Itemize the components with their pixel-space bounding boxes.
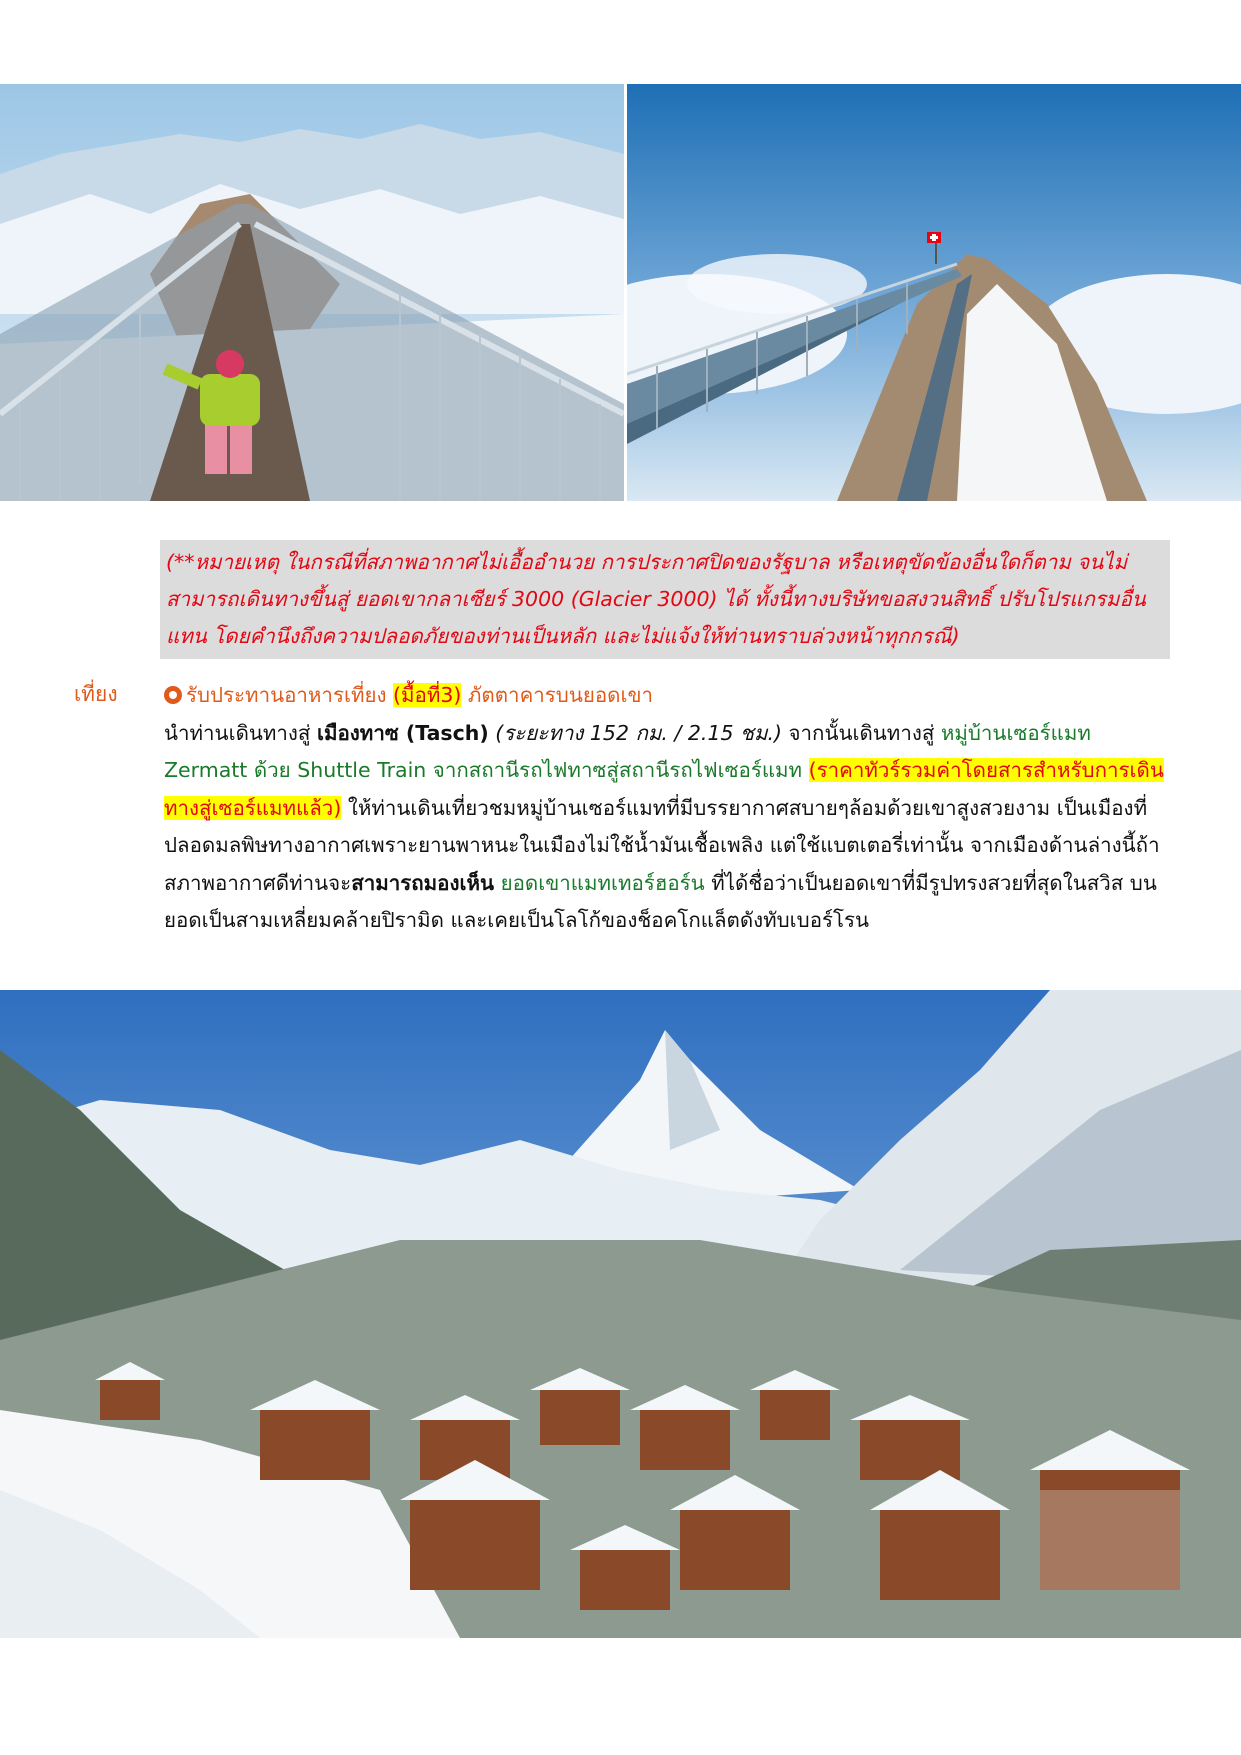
photo-glacier-bridge-child [0,84,624,501]
meal-time-label: เที่ยง [74,682,118,706]
meal-text-before: รับประทานอาหารเที่ยง [186,683,394,707]
photo-zermatt-matterhorn [0,990,1241,1638]
para-village-desc: ให้ท่านเดินเที่ยวชมหมู่บ้านเซอร์แมทที่มีบรรยากาศสบายๆล้อมด้วยเขาสูงสวยงาม เป็นเมืองที่ปลอดมลพิษทางอากาศเพราะยานพาหนะในเมืองไม่ใช้น้ำมันเชื้อเพลิง แต่ใช้แบตเตอรี่เท่านั้น จากเมืองด้านล่างนี้ถ้าสภาพอากาศดีท่านจะ [164,795,1160,895]
note-text: (**หมายเหตุ ในกรณีที่สภาพอากาศไม่เอื้ออำนวย การประกาศปิดของรัฐบาล หรือเหตุขัดข้องอื่นใดก็ตาม จนไม่สามารถเดินทางขึ้นสู่ ยอดเขากลาเซียร์ 3000 (Glacier 3000) ได้ ทั้งนี้ทางบริษัทขอสงวนสิทธิ์ ปรับโปรแกรมอื่นแทน โดยคำนึงถึงความปลอดภัยของท่านเป็นหลัก และไม่แจ้งให้ท่านทราบล่วงหน้าทุกกรณี) [166,550,1146,648]
para-matterhorn-desc: ที่ได้ชื่อว่าเป็นยอดเขาที่มีรูปทรงสวยที่สุดในสวิส บนยอดเป็นสามเหลี่ยมคล้ายปิรามิด และเคยเป็นโลโก้ของช็อคโกแล็ตดังทับเบอร์โรน [164,870,1157,932]
city-name: เมืองทาซ (Tasch) [316,720,489,745]
description-paragraph [164,715,1169,940]
plate-icon [164,686,182,704]
para-then: จากนั้นเดินทางสู่ [782,720,941,745]
itinerary-note [160,540,1170,659]
see-highlight: สามารถมองเห็น [351,870,495,895]
matterhorn-name: ยอดเขาแมทเทอร์ฮอร์น [500,870,705,895]
day-description [164,677,1169,940]
meal-number: (มื้อที่3) [393,683,462,707]
para-space [802,758,809,782]
meal-line [164,677,1169,715]
photo-peak-walk-flag [627,84,1241,501]
distance-info: (ระยะทาง 152 กม. / 2.15 ชม.) [488,720,782,745]
para-intro: นำท่านเดินทางสู่ [164,720,317,745]
village-name: หมู่บ้านเซอร์แมท Zermatt ด้วย Shuttle Train จากสถานีรถไฟทาซสู่สถานีรถไฟเซอร์แมท [164,720,1091,782]
meal-text-after: ภัตตาคารบนยอดเขา [461,683,654,707]
price-note: (ราคาทัวร์รวมค่าโดยสารสำหรับการเดินทางสู่เซอร์แมทแล้ว) [164,758,1164,820]
